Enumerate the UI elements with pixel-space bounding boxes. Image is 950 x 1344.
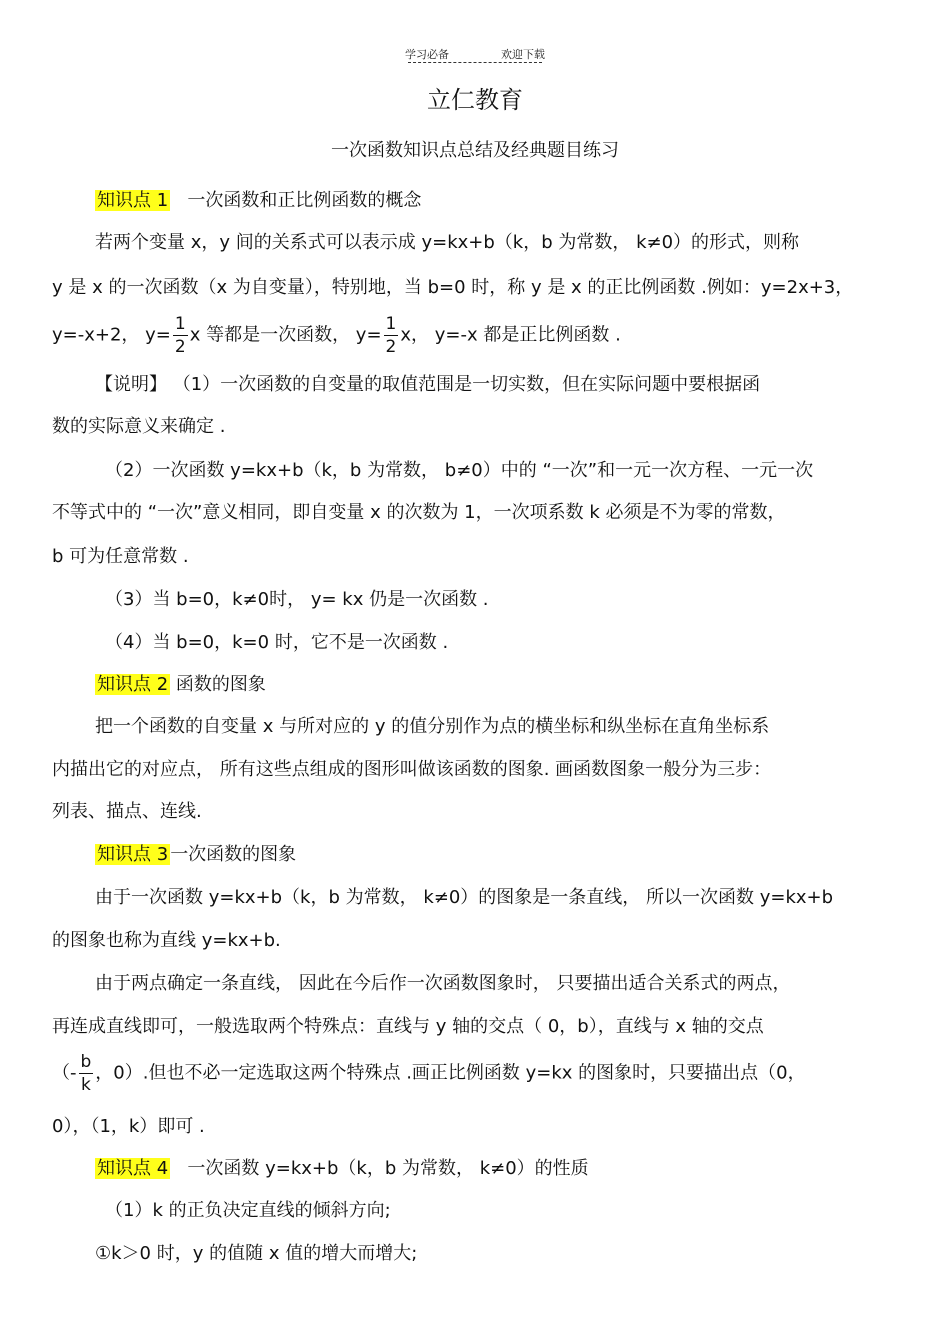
section-4-heading [95, 1156, 945, 1182]
paragraph-line: 若两个变量 x，y 间的关系式可以表示成 y=kx+b（k，b 为常数， k≠0）的形式，则称 [95, 232, 800, 253]
page-title: 立仁教育 [427, 86, 523, 114]
section-3-title: 一次函数的图象 [170, 844, 297, 865]
header-divider [408, 62, 542, 63]
paragraph-line: 内描出它的对应点， 所有这些点组成的图形叫做该函数的图象. 画函数图象一般分为三步： [52, 759, 772, 780]
formula-text: x， y=-x 都是正比例函数 . [400, 324, 621, 346]
paragraph-line: （1）k 的正负决定直线的倾斜方向; [105, 1200, 391, 1221]
paragraph-line: 把一个函数的自变量 x 与所对应的 y 的值分别作为点的横坐标和纵坐标在直角坐标系 [95, 716, 770, 737]
note-line: 【说明】 （1）一次函数的自变量的取值范围是一切实数，但在实际问题中要根据函 [95, 374, 761, 395]
formula-line [52, 1051, 902, 1096]
paragraph-line: ①k＞0 时，y 的值随 x 值的增大而增大; [95, 1243, 418, 1264]
section-4-tag: 知识点 4 [97, 1158, 169, 1179]
header-right: 欢迎下载 [501, 48, 545, 61]
section-1-tag: 知识点 1 [97, 190, 169, 211]
note-line: b 可为任意常数 . [52, 546, 189, 567]
fraction-half: $\frac{1}{2}$ [174, 314, 186, 357]
formula-text: y=-x+2， y= [52, 324, 171, 346]
section-2-heading [95, 672, 945, 698]
note-line: 数的实际意义来确定 . [52, 416, 226, 437]
section-4-title: 一次函数 y=kx+b（k，b 为常数， k≠0）的性质 [187, 1158, 589, 1179]
paragraph-line: 再连成直线即可，一般选取两个特殊点：直线与 y 轴的交点（ 0，b），直线与 x 轴的交点 [52, 1016, 764, 1037]
paragraph-line: y 是 x 的一次函数（x 为自变量），特别地，当 b=0 时，称 y 是 x 的正比例函数 .例如：y=2x+3， [52, 277, 854, 298]
section-2-tag: 知识点 2 [97, 674, 169, 695]
paragraph-line: 列表、描点、连线. [52, 801, 202, 822]
section-1-heading [95, 188, 945, 214]
note-line: （3）当 b=0，k≠0时， y= kx 仍是一次函数 . [105, 589, 489, 610]
section-2-title: 函数的图象 [175, 674, 266, 695]
paragraph-line: 的图象也称为直线 y=kx+b. [52, 930, 281, 951]
formula-text: x 等都是一次函数， y= [189, 324, 382, 346]
paragraph-line: 由于两点确定一条直线， 因此在今后作一次函数图象时， 只要描出适合关系式的两点， [95, 973, 791, 994]
header-left: 学习必备 [405, 48, 449, 61]
page-header [0, 46, 950, 62]
section-3-tag: 知识点 3 [97, 844, 169, 865]
fraction-half: $\frac{1}{2}$ [385, 314, 397, 357]
section-1-title: 一次函数和正比例函数的概念 [187, 190, 422, 211]
page-subtitle: 一次函数知识点总结及经典题目练习 [331, 140, 619, 161]
fraction-b-over-k: $\frac{b}{k}$ [80, 1052, 92, 1095]
formula-text: （- [52, 1062, 77, 1084]
note-line: （4）当 b=0，k=0 时，它不是一次函数 . [105, 632, 449, 653]
formula-text: ，0）.但也不必一定选取这两个特殊点 .画正比例函数 y=kx 的图象时，只要描出点（0， [95, 1062, 806, 1084]
formula-line [52, 313, 902, 358]
paragraph-line: 由于一次函数 y=kx+b（k，b 为常数， k≠0）的图象是一条直线， 所以一次函数 y=kx+b [95, 887, 834, 908]
note-line: （2）一次函数 y=kx+b（k，b 为常数， b≠0）中的 “一次”和一元一次方程、一元一次 [105, 460, 814, 481]
note-line: 不等式中的 “一次”意义相同，即自变量 x 的次数为 1，一次项系数 k 必须是不为零的常数， [52, 502, 786, 523]
paragraph-line: 0），（1，k）即可 . [52, 1116, 205, 1137]
section-3-heading [95, 842, 945, 868]
